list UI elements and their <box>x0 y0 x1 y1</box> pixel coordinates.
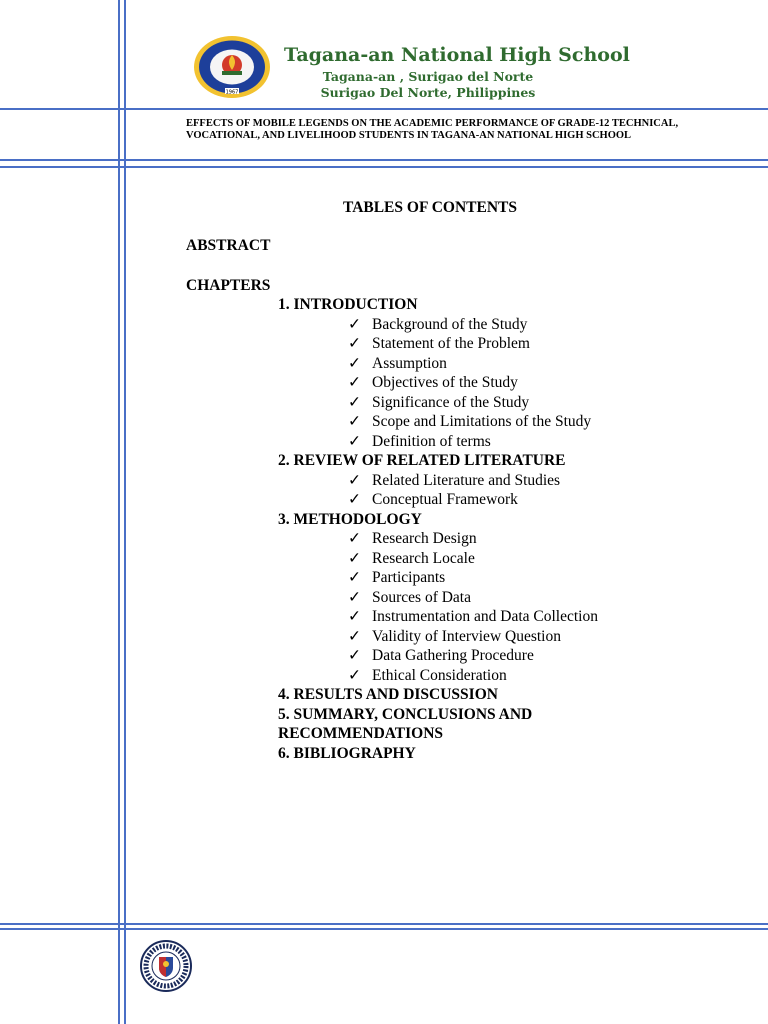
toc-item-label: Scope and Limitations of the Study <box>372 413 592 430</box>
toc-item-label: Objectives of the Study <box>372 374 518 391</box>
toc-item-label: Research Locale <box>372 549 475 567</box>
checkmark-icon: ✓ <box>348 432 361 450</box>
toc-item-label: Research Design <box>372 530 477 547</box>
header-divider-top <box>0 108 768 110</box>
checkmark-icon: ✓ <box>348 608 361 625</box>
toc-item <box>348 568 706 588</box>
toc-chapter-6: 6. BIBLIOGRAPHY <box>278 744 416 762</box>
school-logo-icon <box>192 34 272 100</box>
footer-divider-lower <box>0 928 768 930</box>
toc-item-label: Sources of Data <box>372 588 471 606</box>
toc-item <box>348 549 706 569</box>
toc-chapter-2: 2. REVIEW OF RELATED LITERATURE <box>278 452 566 469</box>
toc-chapters-label: CHAPTERS <box>186 276 271 294</box>
checkmark-icon: ✓ <box>348 354 361 372</box>
school-address-line2: Surigao Del Norte, Philippines <box>320 85 536 100</box>
toc-item <box>348 666 706 686</box>
toc-chapter-4: 4. RESULTS AND DISCUSSION <box>278 686 498 703</box>
toc-chapter-5: 5. SUMMARY, CONCLUSIONS AND <box>278 705 533 723</box>
research-title: EFFECTS OF MOBILE LEGENDS ON THE ACADEMIC PERFORMANCE OF GRADE-12 TECHNICAL, VOCATIONAL, AND LIVELIHOOD STUDENTS IN TAGANA-AN NATIONAL HIGH SCHOOL <box>186 118 679 141</box>
checkmark-icon: ✓ <box>348 413 361 430</box>
toc-item-label: Conceptual Framework <box>372 491 518 508</box>
school-name: Tagana-an National High School <box>284 44 630 66</box>
toc-item <box>348 490 706 510</box>
toc-item <box>348 646 706 666</box>
toc-item <box>348 412 706 432</box>
toc-item <box>348 373 706 393</box>
toc-chapter-5-cont: RECOMMENDATIONS <box>278 725 444 742</box>
checkmark-icon: ✓ <box>348 569 361 586</box>
toc-item-label: Validity of Interview Question <box>372 627 561 645</box>
toc-spacer <box>186 256 706 276</box>
school-address-line1: Tagana-an , Surigao del Norte <box>322 69 534 84</box>
toc-item-label: Instrumentation and Data Collection <box>372 608 598 625</box>
header-divider-lower <box>0 166 768 168</box>
toc-item-label: Participants <box>372 569 446 586</box>
toc-chapter-1: 1. INTRODUCTION <box>278 296 418 313</box>
toc-item <box>348 432 706 452</box>
toc-item-label: Definition of terms <box>372 432 491 450</box>
deped-seal-icon <box>140 940 192 992</box>
checkmark-icon: ✓ <box>348 315 361 333</box>
toc-item <box>348 354 706 374</box>
toc-chapter-3: 3. METHODOLOGY <box>278 510 422 528</box>
toc-item-label: Data Gathering Procedure <box>372 647 534 664</box>
toc-item <box>348 529 706 549</box>
checkmark-icon: ✓ <box>348 666 361 684</box>
toc-item <box>348 607 706 627</box>
toc-item <box>348 588 706 608</box>
toc-title: TABLES OF CONTENTS <box>343 199 517 216</box>
toc-item-label: Assumption <box>372 354 447 372</box>
checkmark-icon: ✓ <box>348 627 361 645</box>
toc-item <box>348 393 706 413</box>
toc-body <box>186 236 706 763</box>
left-border-line-inner <box>124 0 126 1024</box>
checkmark-icon: ✓ <box>348 491 361 508</box>
toc-item-label: Ethical Consideration <box>372 666 507 684</box>
checkmark-icon: ✓ <box>348 530 361 547</box>
checkmark-icon: ✓ <box>348 549 361 567</box>
checkmark-icon: ✓ <box>348 335 361 352</box>
header-divider-upper <box>0 159 768 161</box>
toc-item-label: Significance of the Study <box>372 393 530 411</box>
toc-item <box>348 334 706 354</box>
toc-item <box>348 471 706 491</box>
toc-item-label: Statement of the Problem <box>372 335 530 352</box>
checkmark-icon: ✓ <box>348 647 361 664</box>
left-border-line-outer <box>118 0 120 1024</box>
checkmark-icon: ✓ <box>348 588 361 606</box>
toc-item <box>348 315 706 335</box>
checkmark-icon: ✓ <box>348 374 361 391</box>
checkmark-icon: ✓ <box>348 471 361 489</box>
toc-abstract: ABSTRACT <box>186 237 271 254</box>
toc-item <box>348 627 706 647</box>
footer-divider-upper <box>0 923 768 925</box>
toc-item-label: Related Literature and Studies <box>372 471 561 489</box>
toc-item-label: Background of the Study <box>372 315 528 333</box>
checkmark-icon: ✓ <box>348 393 361 411</box>
logo-year: 1967 <box>225 89 239 96</box>
